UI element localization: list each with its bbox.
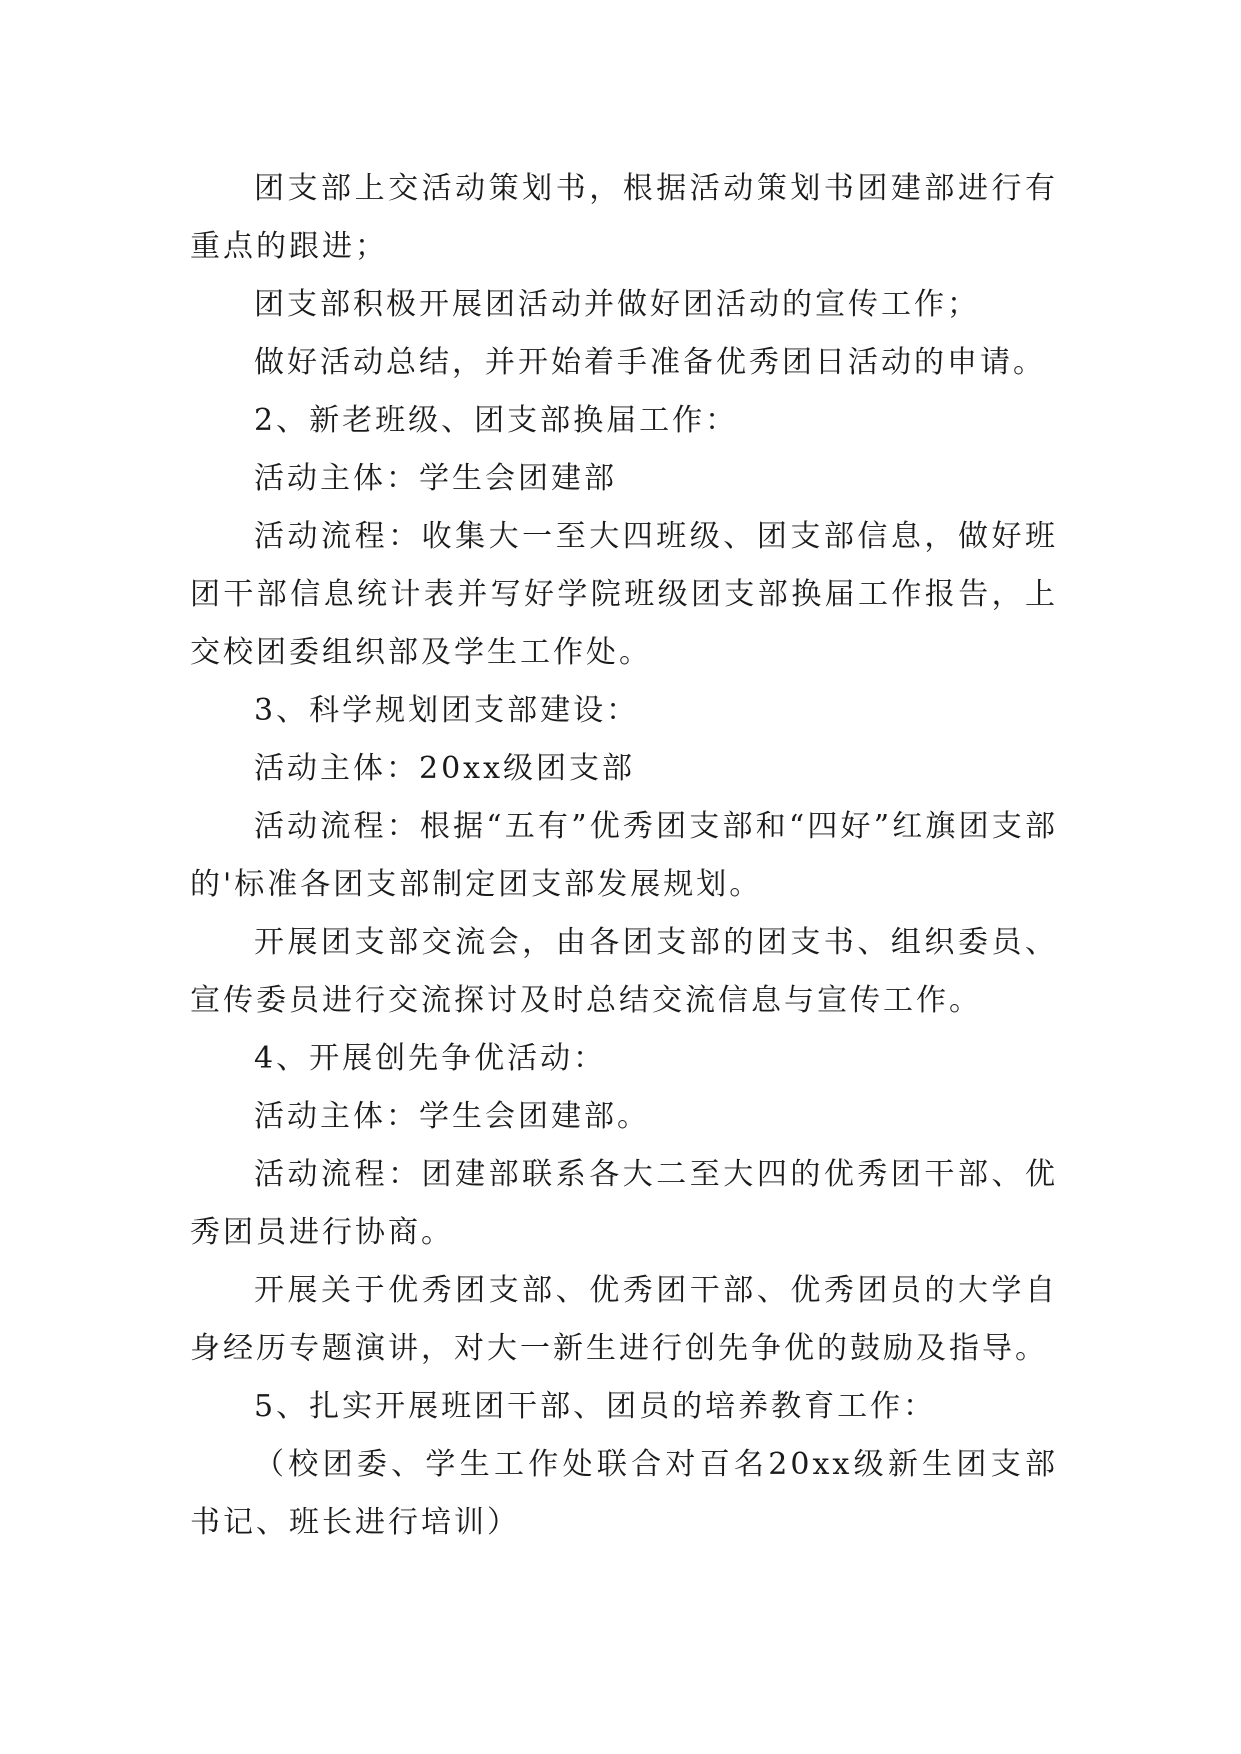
paragraph: （校团委、学生工作处联合对百名20xx级新生团支部书记、班长进行培训）	[190, 1447, 1058, 1540]
paragraph: 团支部积极开展团活动并做好团活动的宣传工作；	[254, 287, 980, 322]
paragraph: 做好活动总结，并开始着手准备优秀团日活动的申请。	[254, 345, 1046, 380]
paragraph: 活动主体：学生会团建部。	[254, 1099, 650, 1134]
paragraph: 开展团支部交流会，由各团支部的团支书、组织委员、宣传委员进行交流探讨及时总结交流信息与宣传工作。	[190, 925, 1058, 1018]
document-body	[190, 160, 1058, 1552]
paragraph: 活动流程：团建部联系各大二至大四的优秀团干部、优秀团员进行协商。	[190, 1157, 1058, 1250]
paragraph: 活动主体：学生会团建部	[254, 461, 617, 496]
section-heading: 3、科学规划团支部建设：	[254, 693, 640, 728]
paragraph: 开展关于优秀团支部、优秀团干部、优秀团员的大学自身经历专题演讲，对大一新生进行创先争优的鼓励及指导。	[190, 1273, 1058, 1366]
section-heading: 5、扎实开展班团干部、团员的培养教育工作：	[254, 1389, 937, 1424]
paragraph: 活动流程：根据“五有”优秀团支部和“四好”红旗团支部的'标准各团支部制定团支部发展规划。	[190, 809, 1058, 902]
paragraph: 活动主体：20xx级团支部	[254, 751, 636, 786]
section-heading: 2、新老班级、团支部换届工作：	[254, 403, 739, 438]
section-heading: 4、开展创先争优活动：	[254, 1041, 607, 1076]
paragraph: 团支部上交活动策划书，根据活动策划书团建部进行有重点的跟进；	[190, 171, 1058, 264]
paragraph: 活动流程：收集大一至大四班级、团支部信息，做好班团干部信息统计表并写好学院班级团支部换届工作报告，上交校团委组织部及学生工作处。	[190, 519, 1058, 670]
